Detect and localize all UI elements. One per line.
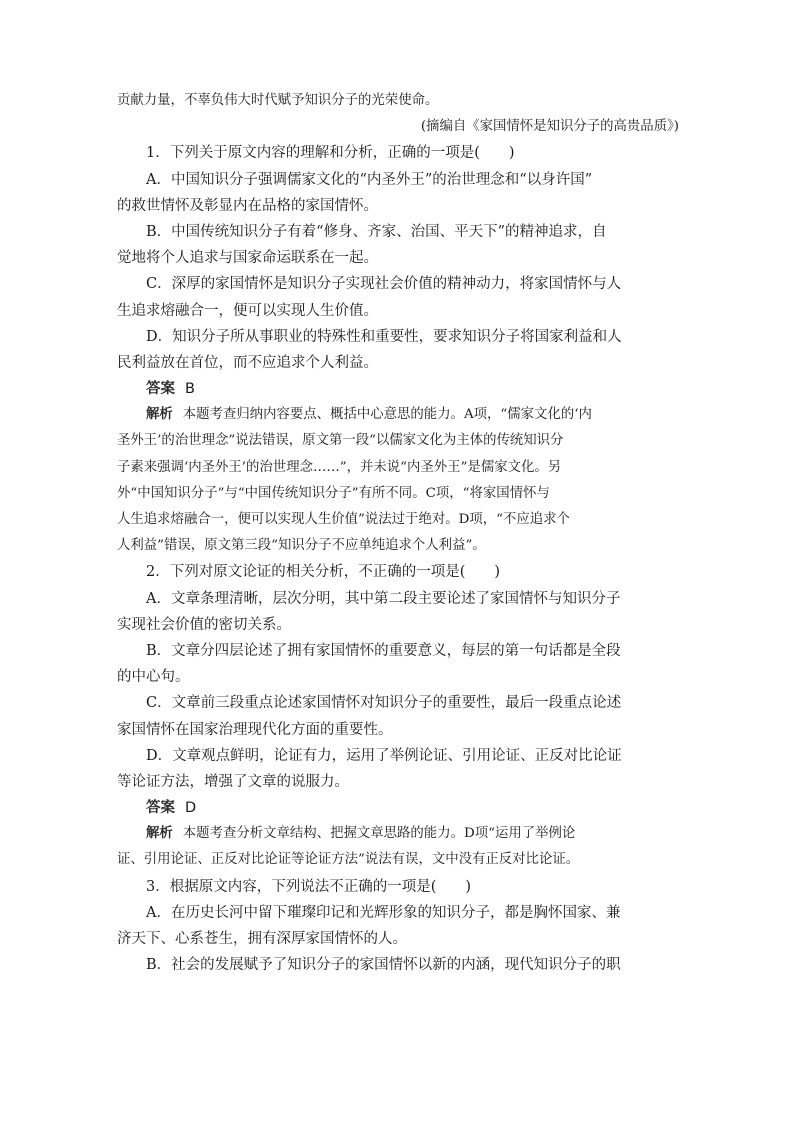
- analysis-text: 本题考查分析文章结构、把握文章思路的能力。D项“运用了举例论: [182, 826, 576, 842]
- q1-option-d: D．知识分子所从事职业的特殊性和重要性，要求知识分子将国家利益和人: [146, 328, 622, 345]
- intro-line: 贡献力量，不辜负伟大时代赋予知识分子的光荣使命。: [117, 93, 439, 108]
- q2-option-a-cont: 实现社会价值的密切关系。: [117, 616, 291, 633]
- analysis-label: 解析: [146, 407, 173, 423]
- q2-option-c: C．文章前三段重点论述家国情怀对知识分子的重要性，最后一段重点论述: [146, 695, 622, 712]
- q3-option-a: A．在历史长河中留下璀璨印记和光辉形象的知识分子，都是胸怀国家、兼: [146, 904, 621, 921]
- answer-value: D: [185, 800, 197, 817]
- q2-answer: [117, 795, 679, 821]
- q3-option-b: B．社会的发展赋予了知识分子的家国情怀以新的内涵，现代知识分子的职: [146, 957, 621, 974]
- q1-analysis-line: 人利益”错误，原文第三段“知识分子不应单纯追求个人利益”。: [117, 538, 486, 554]
- q2-option-b: B．文章分四层论述了拥有家国情怀的重要意义，每层的第一句话都是全段: [146, 642, 621, 659]
- q2-option-a: A．文章条理清晰，层次分明，其中第二段主要论述了家国情怀与知识分子: [146, 590, 621, 607]
- q1-analysis-first: [117, 402, 679, 428]
- q1-option-c: C．深厚的家国情怀是知识分子实现社会价值的精神动力，将家国情怀与人: [146, 276, 622, 293]
- q1-analysis-line: 外“中国知识分子”与“中国传统知识分子”有所不同。C项，“将家国情怀与: [117, 485, 550, 501]
- q3-option-a-cont: 济天下、心系苍生，拥有深厚家国情怀的人。: [117, 931, 407, 947]
- q1-option-a-cont: 的救世情怀及彰显内在品格的家国情怀。: [117, 197, 378, 214]
- q1-option-b: B．中国传统知识分子有着“修身、齐家、治国、平天下”的精神追求，自: [146, 223, 607, 240]
- q1-option-c-cont: 生追求熔融合一，便可以实现人生价值。: [117, 302, 378, 319]
- q1-answer: [117, 376, 679, 402]
- answer-label: 答案: [146, 800, 175, 817]
- q1-analysis-line: 子素来强调‘内圣外王’的治世理念……”，并未说“内圣外王”是儒家文化。另: [117, 459, 562, 475]
- analysis-text: 本题考查归纳内容要点、概括中心意思的能力。A项，“儒家文化的‘内: [182, 407, 592, 423]
- answer-label: 答案: [146, 381, 175, 398]
- answer-value: B: [185, 381, 195, 398]
- q1-option-a: A．中国知识分子强调儒家文化的“内圣外王”的治世理念和“以身许国”: [146, 171, 593, 188]
- q2-analysis-first: [117, 821, 679, 847]
- q2-stem: 2．下列对原文论证的相关分析，不正确的一项是( ): [146, 564, 501, 581]
- q2-analysis-line: 证、引用论证、正反对比论证等论证方法”说法有误，文中没有正反对比论证。: [117, 852, 580, 868]
- q2-option-c-cont: 家国情怀在国家治理现代化方面的重要性。: [117, 721, 393, 738]
- q2-option-b-cont: 的中心句。: [117, 669, 190, 686]
- q1-analysis-line: 圣外王’的治世理念”说法错误，原文第一段“以儒家文化为主体的传统知识分: [117, 433, 564, 449]
- analysis-label: 解析: [146, 826, 173, 842]
- q2-option-d: D．文章观点鲜明，论证有力，运用了举例论证、引用论证、正反对比论证: [146, 747, 622, 764]
- document-page: [117, 88, 679, 978]
- q2-option-d-cont: 等论证方法，增强了文章的说服力。: [117, 773, 349, 790]
- q1-analysis-line: 人生追求熔融合一，便可以实现人生价值”说法过于绝对。D项，“不应追求个: [117, 512, 570, 527]
- q3-stem: 3．根据原文内容，下列说法不正确的一项是( ): [146, 878, 472, 895]
- source-citation: (摘编自《家国情怀是知识分子的高贵品质》): [420, 119, 679, 135]
- q1-option-b-cont: 觉地将个人追求与国家命运联系在一起。: [117, 250, 378, 267]
- q1-stem: 1．下列关于原文内容的理解和分析，正确的一项是( ): [146, 145, 515, 162]
- q1-option-d-cont: 民利益放在首位，而不应追求个人利益。: [117, 354, 378, 371]
